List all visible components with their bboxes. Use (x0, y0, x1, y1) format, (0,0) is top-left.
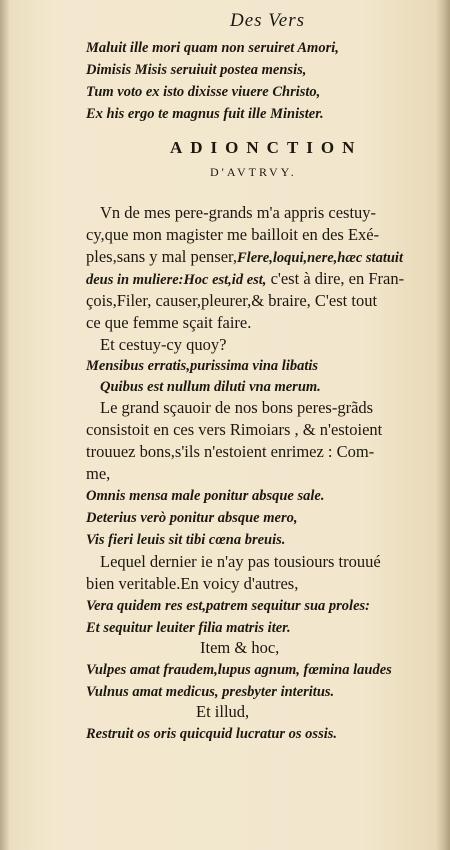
verse-line: Tum voto ex isto dixisse viuere Christo, (86, 84, 321, 100)
paragraph-line: çois,Filer, causer,pleurer,& braire, C'est tout (86, 291, 378, 310)
paragraph-line: consistoit en ces vers Rimoiars , & n'estoient (86, 420, 383, 439)
verse-line: Dimisis Misis seruiuit postea mensis, (86, 62, 307, 78)
page-gutter-shadow (0, 0, 10, 850)
section-subheading: D'AVTRVY. (210, 165, 297, 179)
verse-line: Quibus est nullum diluti vna merum. (100, 379, 321, 395)
verse-line: Omnis mensa male ponitur absque sale. (86, 488, 325, 504)
verse-line: Vulnus amat medicus, presbyter interitus. (86, 684, 335, 700)
verse-line: Ex his ergo te magnus fuit ille Minister. (86, 106, 324, 122)
verse-line: Et sequitur leuiter filia matris iter. (86, 620, 291, 636)
item-line: Item & hoc, (200, 638, 280, 657)
paragraph-line (86, 269, 404, 290)
running-head: Des Vers (230, 10, 306, 31)
question-line: Et cestuy-cy quoy? (100, 335, 227, 354)
verse-line: Vis fieri leuis sit tibi cœna breuis. (86, 532, 286, 548)
latin-inline: deus in muliere:Hoc est,id est, (86, 272, 267, 288)
paragraph-line: Vn de mes pere-grands m'a appris cestuy- (100, 203, 377, 222)
paragraph-text: ples,sans y mal penser, (86, 247, 238, 266)
item-line: Et illud, (196, 702, 250, 721)
verse-line: Restruit os oris quicquid lucratur os ossis. (86, 726, 338, 742)
paragraph-line: trouuez bons,s'ils n'estoient enrimez : Com- (86, 442, 375, 461)
latin-inline: Flere,loqui,nere,hæc statuit (237, 250, 403, 266)
paragraph-line: ce que femme sçait faire. (86, 313, 252, 332)
paragraph-line: Lequel dernier ie n'ay pas tousiours trouué (100, 552, 381, 571)
verse-line: Vera quidem res est,patrem sequitur sua proles: (86, 598, 370, 614)
paragraph-line (86, 247, 403, 268)
paragraph-line: bien veritable.En voicy d'autres, (86, 574, 299, 593)
verse-line: Vulpes amat fraudem,lupus agnum, fœmina laudes (86, 662, 392, 678)
paragraph-line: me, (86, 464, 111, 483)
verse-line: Maluit ille mori quam non seruiret Amori, (86, 40, 339, 56)
verse-line: Deterius verò ponitur absque mero, (86, 510, 298, 526)
page-edge-shadow (436, 0, 450, 850)
paragraph-text: c'est à dire, en Fran- (266, 269, 405, 288)
verse-line: Mensibus erratis,purissima vina libatis (86, 358, 319, 374)
paragraph-line: cy,que mon magister me bailloit en des Exé- (86, 225, 380, 244)
paragraph-line: Le grand sçauoir de nos bons peres-grãds (100, 398, 374, 417)
section-heading: ADIONCTION (170, 138, 363, 157)
